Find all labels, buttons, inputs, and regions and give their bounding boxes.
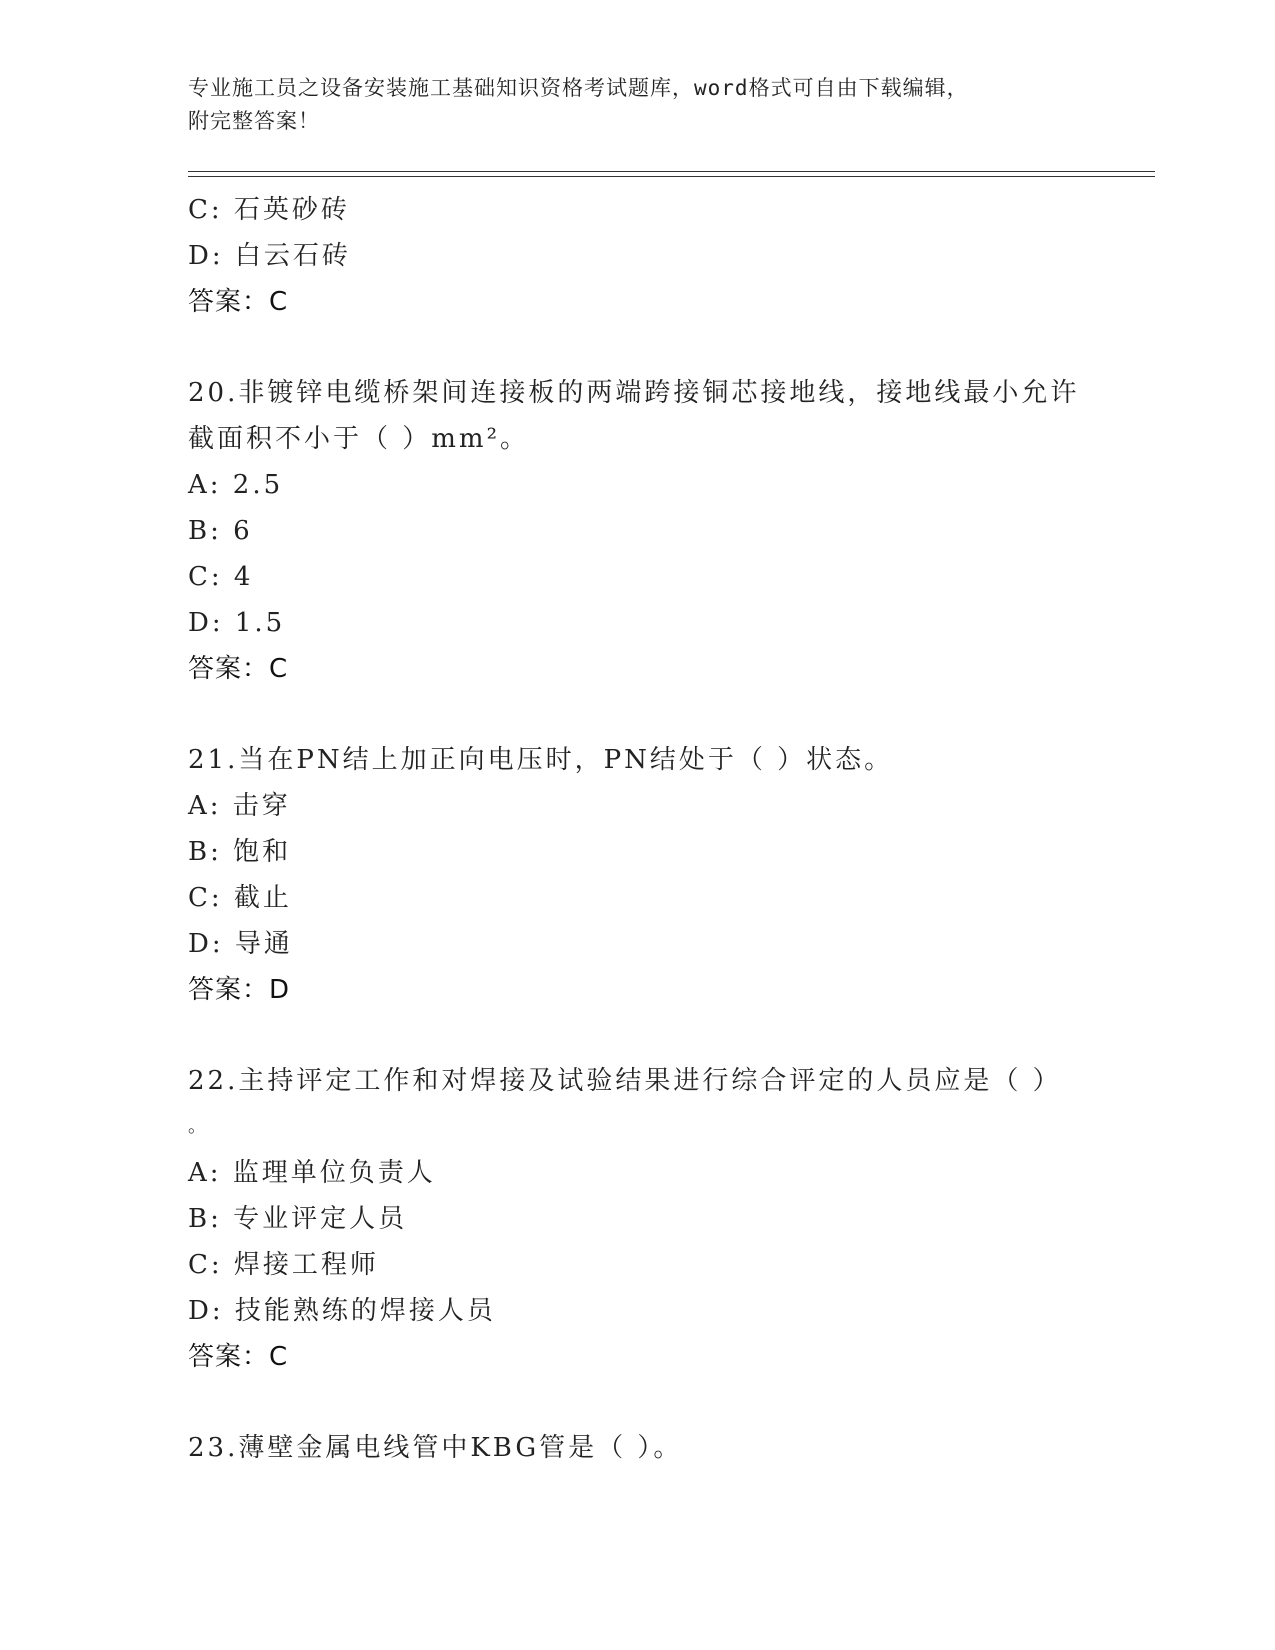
option-d: D: 导通 <box>188 929 293 959</box>
answer-line: 答案：C <box>188 654 289 684</box>
option-a: A: 监理单位负责人 <box>188 1158 436 1188</box>
header-divider-top <box>188 171 1155 172</box>
header-line-2: 附完整答案！ <box>188 109 320 133</box>
answer-line: 答案：C <box>188 1342 289 1372</box>
question-text-cont: 。 <box>188 1116 209 1137</box>
question-text-cont: 截面积不小于（ ）mm²。 <box>188 424 529 454</box>
question-text: 21.当在PN结上加正向电压时，PN结处于（ ）状态。 <box>188 745 894 775</box>
option-b: B: 饱和 <box>188 837 292 867</box>
option-a: A: 击穿 <box>188 791 291 821</box>
question-text: 20.非镀锌电缆桥架间连接板的两端跨接铜芯接地线，接地线最小允许 <box>188 378 1080 408</box>
question-23 <box>188 1425 1148 1471</box>
header-line-1: 专业施工员之设备安装施工基础知识资格考试题库，word格式可自由下载编辑， <box>188 76 969 100</box>
option-c: C: 焊接工程师 <box>188 1250 379 1280</box>
question-22 <box>188 1058 1148 1380</box>
option-c: C: 4 <box>188 562 254 592</box>
answer-line: 答案：D <box>188 975 291 1005</box>
document-header <box>188 72 1088 138</box>
question-20 <box>188 370 1148 692</box>
option-d: D: 白云石砖 <box>188 241 351 271</box>
question-21 <box>188 737 1148 1013</box>
option-d: D: 技能熟练的焊接人员 <box>188 1296 496 1326</box>
option-b: B: 6 <box>188 516 253 546</box>
option-b: B: 专业评定人员 <box>188 1204 408 1234</box>
question-text: 22.主持评定工作和对焊接及试验结果进行综合评定的人员应是（ ） <box>188 1066 1062 1096</box>
question-text: 23.薄壁金属电线管中KBG管是（ ）。 <box>188 1433 683 1463</box>
question-list <box>188 187 1148 1471</box>
option-c: C: 截止 <box>188 883 292 913</box>
option-d: D: 1.5 <box>188 608 286 638</box>
header-divider-bottom <box>188 176 1155 177</box>
previous-question-tail <box>188 187 1148 325</box>
option-a: A: 2.5 <box>188 470 284 500</box>
answer-line: 答案：C <box>188 287 289 317</box>
option-c: C: 石英砂砖 <box>188 195 350 225</box>
